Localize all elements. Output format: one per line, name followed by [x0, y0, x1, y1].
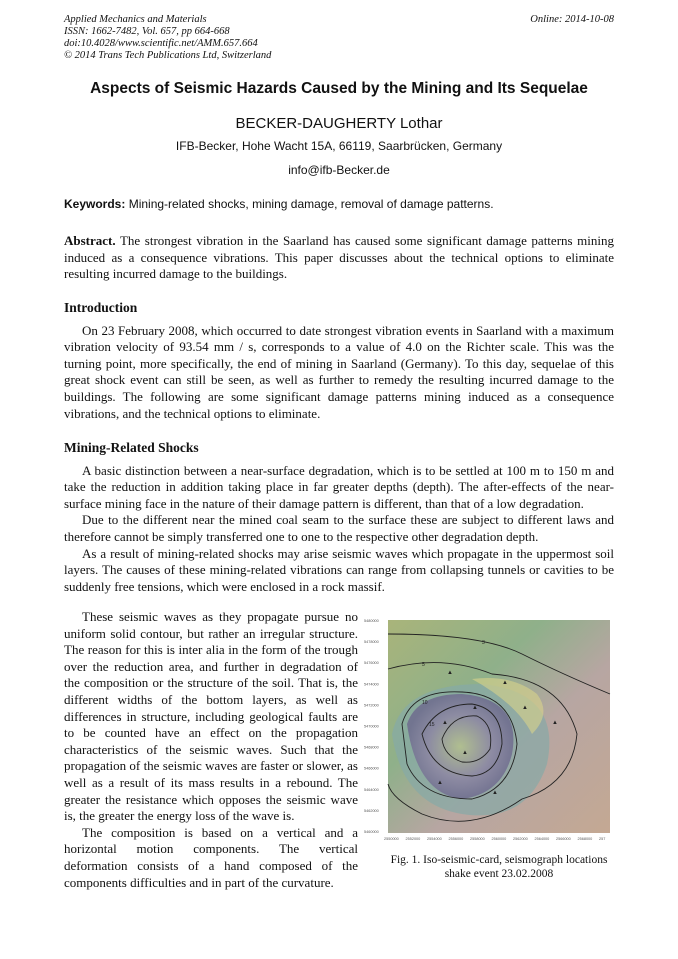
- iso-seismic-map-figure: [362, 614, 620, 844]
- online-date: Online: 2014-10-08: [530, 14, 614, 25]
- x-tick-label: 2550000: [384, 837, 399, 841]
- y-tick-label: 5472000: [364, 703, 379, 708]
- iso-seismic-map: [362, 614, 620, 844]
- shocks-paragraph-2: Due to the different near the mined coal seam to the surface these are subject to different laws and therefore cannot be simply transferred one to one to the respective other degradation depth.: [64, 512, 614, 544]
- x-tick-label: 2558000: [470, 837, 485, 841]
- svg-text:▲: ▲: [442, 720, 448, 726]
- issn: ISSN: 1662-7482, Vol. 657, pp 664-668: [64, 26, 230, 37]
- copyright: © 2014 Trans Tech Publications Ltd, Switzerland: [64, 50, 272, 61]
- abstract: [64, 233, 614, 283]
- keywords-text: Mining-related shocks, mining damage, removal of damage patterns.: [125, 197, 494, 211]
- shocks-paragraph-4: These seismic waves as they propagate pursue no uniform solid contour, but rather an irregular structure. The reason for this is inter alia in the form of the trough over the reduction area, and further in degradation of the composition or the structure of the soil. That is, the different widths of the bottom layers, as well as differences in structure, including geological faults are to be counted have an effect on the propagation characteristics of the seismic waves. Such that the propagation of the seismic waves are faster or slower, as well as a result of its mass results in a rebound. The greater the resistance which opposes the seismic wave is, the greater the energy loss of the wave is.: [64, 609, 358, 824]
- journal-name: Applied Mechanics and Materials: [64, 14, 207, 25]
- x-tick-label: 2556000: [448, 837, 464, 841]
- shocks-paragraph-3: As a result of mining-related shocks may arise seismic waves which propagate in the uppermost soil layers. The causes of these mining-related vibrations can range from collapsing tunnels or cavities to be suddenly free tensions, which were enclosed in a rock massif.: [64, 545, 614, 594]
- svg-text:▲: ▲: [522, 705, 528, 711]
- x-tick-label: 2568000: [577, 837, 593, 841]
- y-tick-label: 5480000: [364, 619, 379, 623]
- shocks-paragraph-5: The composition is based on a vertical and a horizontal motion components. The vertical deformation consists of a hand composed of the components difficulties and in part of the curvature.: [64, 824, 358, 890]
- x-tick-label: 2554000: [427, 837, 442, 841]
- y-tick-label: 5478000: [364, 640, 379, 645]
- svg-text:▲: ▲: [472, 705, 478, 711]
- contour-label-15: 15: [429, 722, 435, 728]
- contour-label-3: 3: [482, 640, 485, 646]
- mining-shocks-heading: Mining-Related Shocks: [64, 440, 199, 455]
- contour-label-5: 5: [422, 662, 425, 668]
- svg-text:▲: ▲: [437, 780, 443, 786]
- keywords-label: Keywords:: [64, 197, 126, 211]
- svg-text:▲: ▲: [447, 670, 453, 676]
- y-tick-label: 5470000: [364, 724, 379, 729]
- abstract-text: The strongest vibration in the Saarland has caused some significant damage patterns mining induced as a consequence vibrations. This paper discusses about the technical options to eliminate resulting incurred damage to the buildings.: [64, 233, 614, 282]
- y-tick-label: 5466000: [364, 766, 379, 771]
- x-tick-label: 2562000: [513, 837, 528, 841]
- email-link[interactable]: info@ifb-Becker.de: [288, 163, 390, 177]
- svg-text:▲: ▲: [492, 790, 498, 796]
- journal-header: [64, 14, 271, 62]
- x-tick-label: 2564000: [534, 837, 550, 841]
- svg-text:▲: ▲: [552, 720, 558, 726]
- keywords: [64, 197, 494, 211]
- shocks-paragraph-1: A basic distinction between a near-surface degradation, which is to be settled at 100 m to 150 m and take the reduction in addition taking place in far greater depths (depth). The after-effects of the near-surface mining face in the nature of their damage pattern is different, than that of a low degradation.: [64, 462, 614, 511]
- mining-shocks-section: [64, 440, 614, 595]
- x-tick-label: 2566000: [556, 837, 571, 841]
- affiliation: IFB-Becker, Hohe Wacht 15A, 66119, Saarbrücken, Germany: [175, 139, 503, 153]
- narrow-column: [64, 609, 358, 891]
- introduction-heading: Introduction: [64, 300, 138, 315]
- y-tick-label: 5462000: [364, 808, 379, 813]
- intro-paragraph: On 23 February 2008, which occurred to date strongest vibration events in Saarland with a maximum vibration velocity of 93.54 mm / s, corresponds to a value of 4.0 on the Richter scale. This was the turning point, more specifically, the end of mining in Saarland (Germany). To this day, sequelae of this great shock event can still be seen, as well as further to remedy the resulting incurred damage to the buildings. The following are some significant damage patterns mining induced as a consequence vibrations, and the technical options to eliminate.: [64, 322, 614, 421]
- x-tick-label: 2560000: [491, 837, 507, 841]
- x-tick-label: 2552000: [405, 837, 421, 841]
- introduction-section: [64, 300, 614, 422]
- y-tick-label: 5460000: [364, 830, 379, 834]
- svg-text:▲: ▲: [462, 750, 468, 756]
- contour-label-10: 10: [422, 700, 428, 706]
- y-tick-label: 5476000: [364, 661, 379, 666]
- author: BECKER-DAUGHERTY Lothar: [235, 115, 443, 132]
- x-tick-label: 257: [599, 837, 606, 841]
- y-tick-label: 5464000: [364, 787, 379, 792]
- abstract-label: Abstract.: [64, 233, 116, 248]
- figure-caption: Fig. 1. Iso-seismic-card, seismograph locations shake event 23.02.2008: [390, 854, 608, 880]
- svg-text:▲: ▲: [502, 680, 508, 686]
- y-tick-label: 5468000: [364, 745, 379, 750]
- doi-link[interactable]: doi:10.4028/www.scientific.net/AMM.657.664: [64, 38, 258, 49]
- y-tick-label: 5474000: [364, 682, 379, 687]
- paper-title: Aspects of Seismic Hazards Caused by the Mining and Its Sequelae: [90, 80, 588, 97]
